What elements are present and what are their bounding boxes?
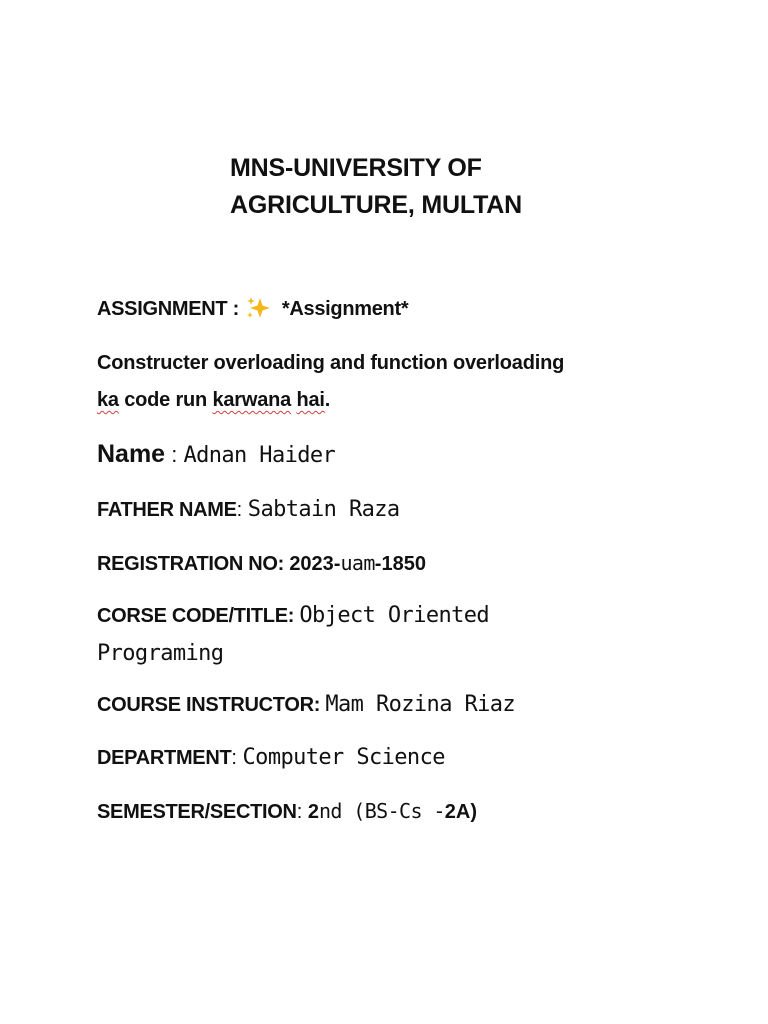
father-name-label: FATHER NAME bbox=[97, 499, 237, 521]
semester-value-group: 2A) bbox=[444, 801, 478, 823]
semester-label: SEMESTER/SECTION bbox=[97, 801, 297, 823]
semester-value-section: nd (BS-Cs - bbox=[318, 799, 445, 823]
instructor-value: Mam Rozina Riaz bbox=[325, 692, 516, 717]
description-line2 bbox=[97, 382, 697, 419]
university-title-line1: MNS-UNIVERSITY OF bbox=[230, 154, 482, 182]
instructor-line bbox=[97, 692, 515, 717]
registration-value-year: 2023- bbox=[289, 553, 341, 575]
name-line bbox=[97, 440, 335, 469]
assignment-description bbox=[97, 345, 697, 419]
department-value: Computer Science bbox=[242, 745, 445, 770]
description-word-ka: ka bbox=[97, 389, 119, 411]
description-word-code-run: code run bbox=[118, 389, 213, 411]
description-line1: Constructer overloading and function overloading bbox=[97, 352, 565, 374]
course-value-line1: Object Oriented bbox=[299, 603, 490, 628]
department-label: DEPARTMENT bbox=[97, 747, 232, 769]
registration-value-number: -1850 bbox=[374, 553, 426, 575]
semester-line bbox=[97, 799, 477, 824]
assignment-line bbox=[97, 296, 408, 321]
semester-separator: : bbox=[296, 801, 308, 823]
course-label: CORSE CODE/TITLE: bbox=[97, 605, 300, 627]
registration-line bbox=[97, 551, 426, 576]
father-name-value: Sabtain Raza bbox=[247, 497, 400, 522]
course-value-line2: Programing bbox=[97, 641, 224, 666]
instructor-label: COURSE INSTRUCTOR: bbox=[97, 694, 326, 716]
description-period: . bbox=[324, 389, 331, 411]
registration-value-uam: uam bbox=[340, 551, 375, 575]
department-separator: : bbox=[231, 747, 243, 769]
semester-value-number: 2 bbox=[307, 801, 319, 823]
name-label: Name bbox=[97, 440, 166, 468]
course-line bbox=[97, 603, 489, 628]
registration-label: REGISTRATION NO: bbox=[97, 553, 290, 575]
department-line bbox=[97, 745, 445, 770]
father-name-separator: : bbox=[236, 499, 248, 521]
assignment-value: *Assignment* bbox=[281, 298, 409, 320]
description-word-karwana: karwana bbox=[212, 389, 292, 411]
sparkles-icon bbox=[245, 296, 273, 320]
name-value: Adnan Haider bbox=[183, 443, 336, 468]
university-title-line2: AGRICULTURE, MULTAN bbox=[230, 191, 522, 219]
course-line-2 bbox=[97, 641, 223, 666]
name-separator: : bbox=[165, 442, 184, 467]
university-title bbox=[230, 150, 522, 224]
assignment-label: ASSIGNMENT : bbox=[97, 298, 239, 320]
description-word-hai: hai bbox=[296, 389, 325, 411]
father-name-line bbox=[97, 497, 400, 522]
